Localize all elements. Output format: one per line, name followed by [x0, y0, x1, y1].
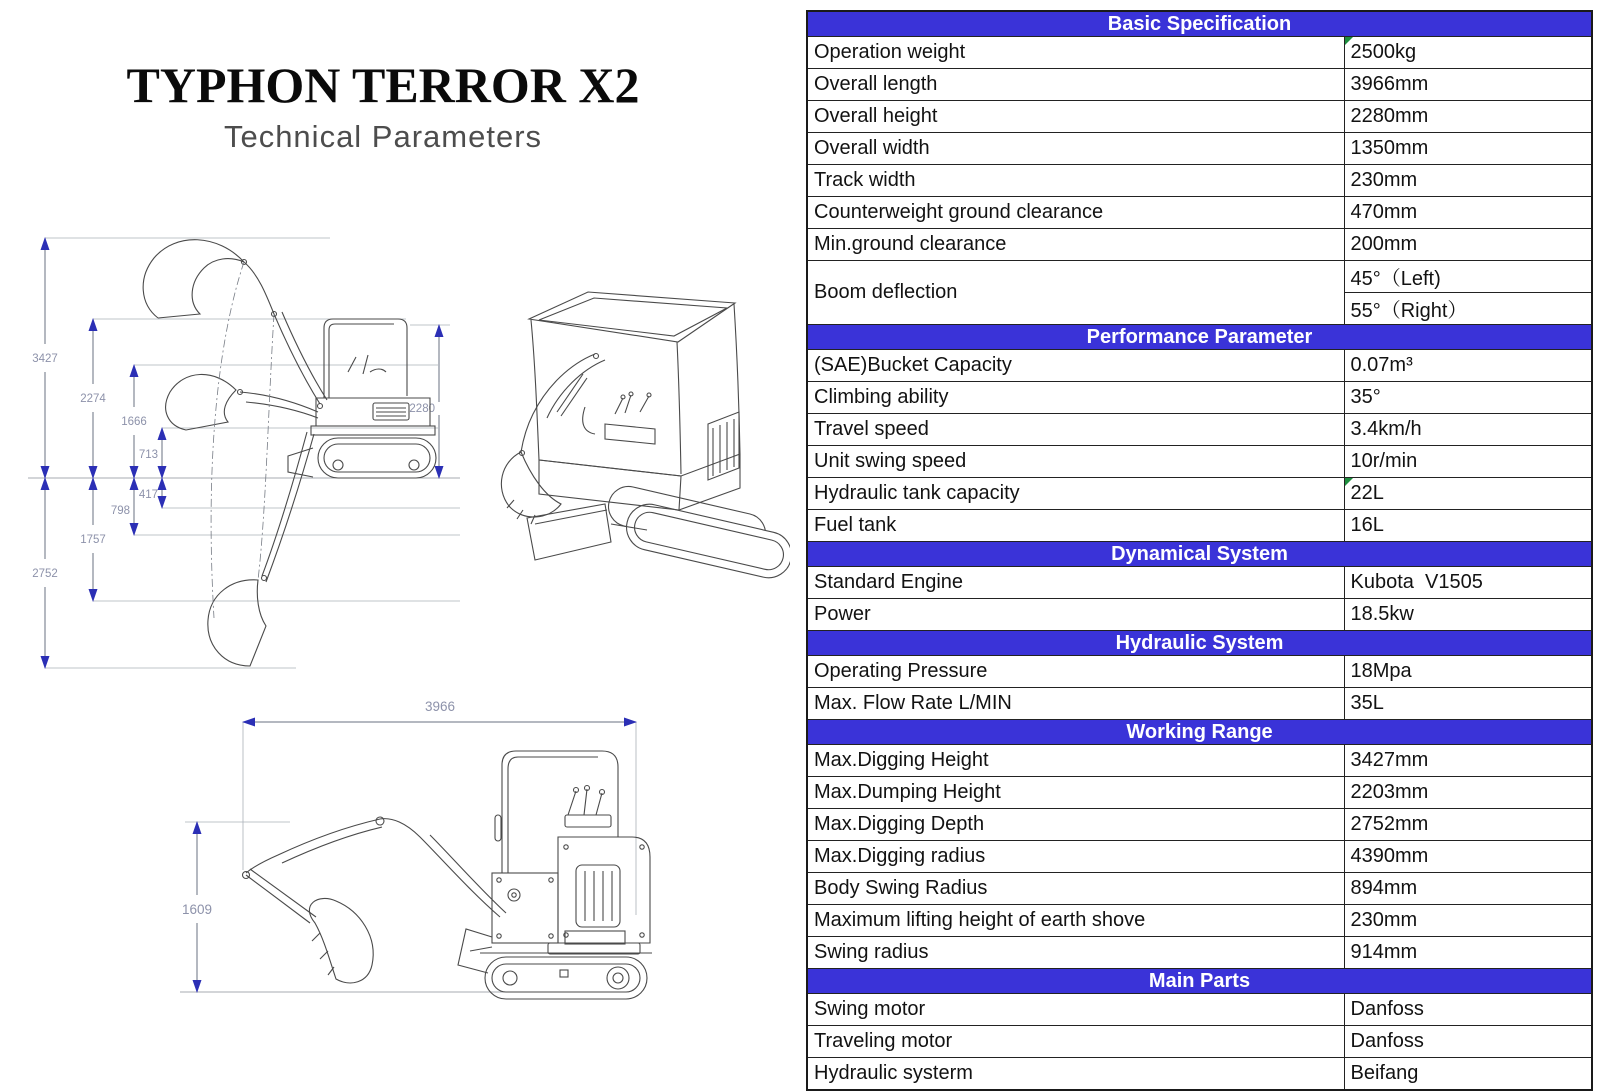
spec-value: 200mm: [1344, 229, 1592, 261]
spec-value: Danfoss: [1344, 1026, 1592, 1058]
spec-label: Standard Engine: [807, 567, 1344, 599]
spec-label: Hydraulic systerm: [807, 1058, 1344, 1091]
spec-value: 894mm: [1344, 873, 1592, 905]
dimension-label: 1757: [80, 534, 106, 546]
spec-label: Fuel tank: [807, 510, 1344, 542]
spec-label: Min.ground clearance: [807, 229, 1344, 261]
spec-row: [807, 261, 1592, 293]
spec-value: 230mm: [1344, 165, 1592, 197]
spec-row: [807, 101, 1592, 133]
spec-label: Max.Digging Depth: [807, 809, 1344, 841]
spec-label: Max.Digging Height: [807, 745, 1344, 777]
spec-label: Operation weight: [807, 37, 1344, 69]
spec-value: 18.5kw: [1344, 599, 1592, 631]
dimension-label: 3966: [424, 699, 456, 714]
spec-value: Beifang: [1344, 1058, 1592, 1091]
spec-value: 230mm: [1344, 905, 1592, 937]
working-range-diagram: [18, 222, 460, 672]
spec-label: Max.Dumping Height: [807, 777, 1344, 809]
spec-row: [807, 745, 1592, 777]
spec-label: Max.Digging radius: [807, 841, 1344, 873]
spec-value: 16L: [1344, 510, 1592, 542]
spec-value: 18Mpa: [1344, 656, 1592, 688]
spec-row: [807, 688, 1592, 720]
spec-label: Swing motor: [807, 994, 1344, 1026]
spec-row: [807, 809, 1592, 841]
spec-value: 0.07m³: [1344, 350, 1592, 382]
dimension-label: 2280: [409, 403, 435, 415]
spec-row: [807, 229, 1592, 261]
spec-row: [807, 905, 1592, 937]
spec-row: [807, 37, 1592, 69]
spec-row: [807, 937, 1592, 969]
dimension-label: 713: [138, 449, 158, 461]
spec-value: 22L: [1344, 478, 1592, 510]
dimension-label: 798: [110, 505, 130, 517]
spec-row: [807, 841, 1592, 873]
spec-value: 1350mm: [1344, 133, 1592, 165]
title-block: [62, 58, 704, 155]
dimension-label: 1666: [121, 416, 147, 428]
spec-label: Operating Pressure: [807, 656, 1344, 688]
spec-row: [807, 382, 1592, 414]
spec-value: Danfoss: [1344, 994, 1592, 1026]
spec-value: 3427mm: [1344, 745, 1592, 777]
spec-value: 2280mm: [1344, 101, 1592, 133]
dimension-label: 2274: [80, 393, 106, 405]
spec-label: Body Swing Radius: [807, 873, 1344, 905]
dimension-label: 417: [138, 489, 158, 501]
isometric-view-drawing: [465, 262, 790, 667]
section-header: Working Range: [807, 720, 1592, 745]
spec-table-body: [807, 11, 1592, 1090]
spec-row: [807, 414, 1592, 446]
spec-row: [807, 777, 1592, 809]
spec-value: 55°（Right）: [1344, 293, 1592, 325]
spec-value: 470mm: [1344, 197, 1592, 229]
dimension-label: 1609: [181, 902, 213, 917]
spec-label: Overall length: [807, 69, 1344, 101]
spec-table: [806, 10, 1593, 1091]
spec-label: (SAE)Bucket Capacity: [807, 350, 1344, 382]
spec-row: [807, 994, 1592, 1026]
spec-row: [807, 599, 1592, 631]
spec-label: Swing radius: [807, 937, 1344, 969]
spec-label: Boom deflection: [807, 261, 1344, 325]
spec-label: Power: [807, 599, 1344, 631]
spec-value: 3.4km/h: [1344, 414, 1592, 446]
spec-label: Max. Flow Rate L/MIN: [807, 688, 1344, 720]
spec-row: [807, 478, 1592, 510]
spec-value: 2500kg: [1344, 37, 1592, 69]
spec-row: [807, 567, 1592, 599]
spec-row: [807, 350, 1592, 382]
side-view-drawing: [140, 665, 710, 1005]
section-header: Hydraulic System: [807, 631, 1592, 656]
spec-label: Track width: [807, 165, 1344, 197]
spec-row: [807, 133, 1592, 165]
excavator-body-sketch: [143, 240, 436, 666]
spec-row: [807, 510, 1592, 542]
spec-row: [807, 69, 1592, 101]
spec-label: Maximum lifting height of earth shove: [807, 905, 1344, 937]
spec-value: 45°（Left): [1344, 261, 1592, 293]
spec-row: [807, 873, 1592, 905]
spec-row: [807, 446, 1592, 478]
product-title: TYPHON TERROR X2: [126, 57, 640, 113]
page-subtitle: Technical Parameters: [223, 119, 543, 154]
section-header: Main Parts: [807, 969, 1592, 994]
spec-label: Hydraulic tank capacity: [807, 478, 1344, 510]
spec-value: 35°: [1344, 382, 1592, 414]
spec-row: [807, 1026, 1592, 1058]
spec-value: Kubota V1505: [1344, 567, 1592, 599]
spec-label: Unit swing speed: [807, 446, 1344, 478]
spec-label: Overall width: [807, 133, 1344, 165]
spec-row: [807, 165, 1592, 197]
spec-label: Overall height: [807, 101, 1344, 133]
excavator-side-sketch: [243, 751, 653, 999]
spec-value: 4390mm: [1344, 841, 1592, 873]
spec-value: 2203mm: [1344, 777, 1592, 809]
dimension-label: 3427: [32, 353, 58, 365]
dimension-label: 2752: [32, 568, 58, 580]
spec-label: Travel speed: [807, 414, 1344, 446]
spec-label: Climbing ability: [807, 382, 1344, 414]
section-header: Performance Parameter: [807, 325, 1592, 350]
section-header: Dynamical System: [807, 542, 1592, 567]
spec-row: [807, 1058, 1592, 1091]
spec-value: 914mm: [1344, 937, 1592, 969]
spec-value: 3966mm: [1344, 69, 1592, 101]
spec-row: [807, 656, 1592, 688]
spec-value: 10r/min: [1344, 446, 1592, 478]
section-header: Basic Specification: [807, 11, 1592, 37]
spec-label: Counterweight ground clearance: [807, 197, 1344, 229]
spec-value: 2752mm: [1344, 809, 1592, 841]
spec-row: [807, 197, 1592, 229]
spec-value: 35L: [1344, 688, 1592, 720]
spec-label: Traveling motor: [807, 1026, 1344, 1058]
